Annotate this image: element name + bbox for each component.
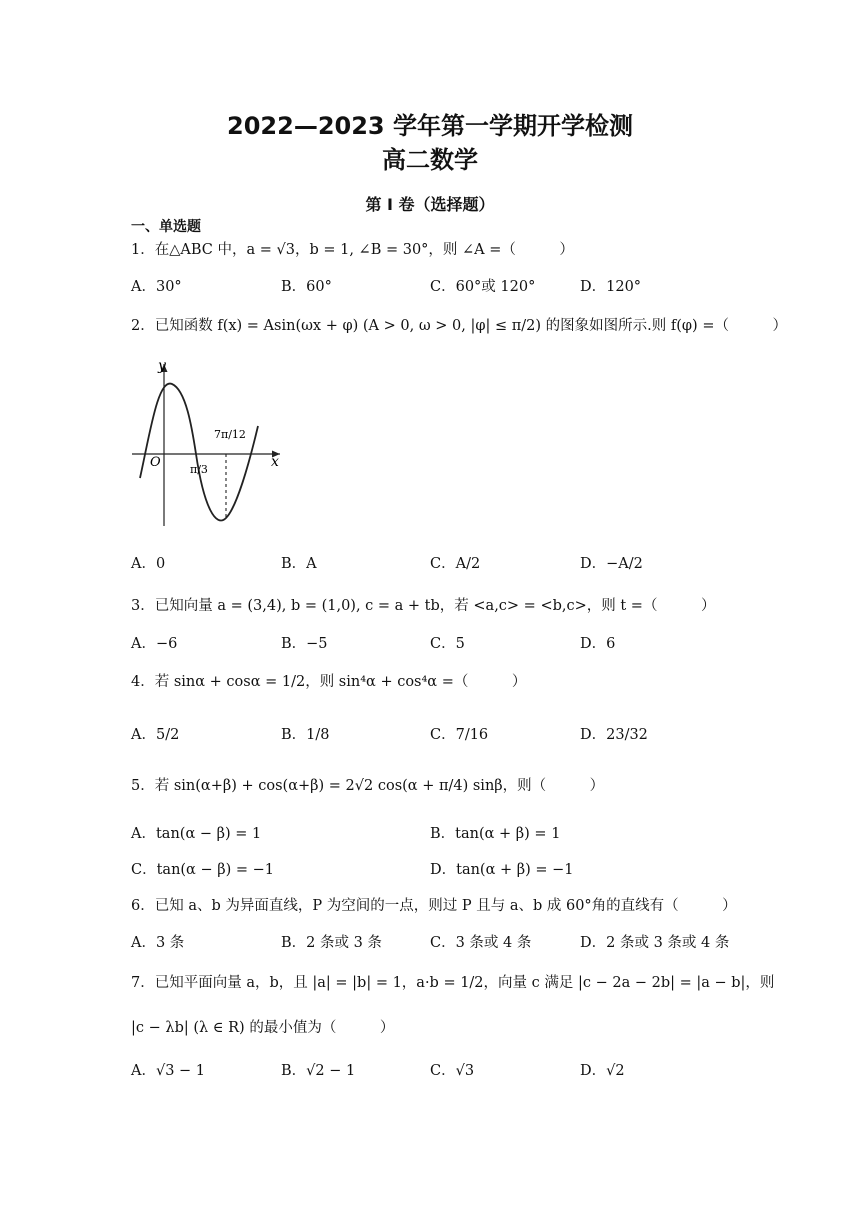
origin-label: O bbox=[150, 455, 161, 470]
q2-option-a: A．0 bbox=[131, 556, 166, 572]
question-3-stem: 3．已知向量 a = (3,4), b = (1,0), c = a + tb，若 <a,c> = <b,c>，则 t =（ ） bbox=[131, 598, 716, 614]
q3-option-c: C．5 bbox=[430, 636, 465, 652]
sine-curve bbox=[140, 384, 258, 521]
q7-option-a: A．√3 − 1 bbox=[131, 1063, 206, 1079]
q1-option-d: D．120° bbox=[580, 279, 642, 295]
q2-option-b: B．A bbox=[281, 556, 317, 572]
q4-option-c: C．7/16 bbox=[430, 727, 489, 743]
question-4-stem: 4．若 sinα + cosα = 1/2，则 sin⁴α + cos⁴α =（ ） bbox=[131, 674, 527, 690]
volume-heading: 第 I 卷（选择题） bbox=[365, 195, 495, 214]
q7-option-b: B．√2 − 1 bbox=[281, 1063, 356, 1079]
q2-option-c: C．A/2 bbox=[430, 556, 481, 572]
question-7-stem-continued: |c − λb| (λ ∈ R) 的最小值为（ ） bbox=[131, 1020, 395, 1036]
q6-option-c: C．3 条或 4 条 bbox=[430, 935, 532, 951]
question-6-stem: 6．已知 a、b 为异面直线，P 为空间的一点，则过 P 且与 a、b 成 60°角的直线有（ ） bbox=[131, 898, 737, 914]
q7-option-d: D．√2 bbox=[580, 1063, 625, 1079]
q4-option-a: A．5/2 bbox=[131, 727, 180, 743]
tick-7pi-over-12-label: 7π/12 bbox=[214, 428, 246, 441]
section-heading: 一、单选题 bbox=[131, 219, 201, 235]
tick-pi-over-3-label: π/3 bbox=[190, 463, 208, 476]
q3-option-a: A．−6 bbox=[131, 636, 178, 652]
q3-option-b: B．−5 bbox=[281, 636, 328, 652]
q1-option-b: B．60° bbox=[281, 279, 332, 295]
q5-option-b: B．tan(α + β) = 1 bbox=[430, 826, 561, 842]
q6-option-b: B．2 条或 3 条 bbox=[281, 935, 382, 951]
q6-option-a: A．3 条 bbox=[131, 935, 185, 951]
x-axis-label: x bbox=[271, 454, 279, 470]
question-2-stem: 2．已知函数 f(x) = Asin(ωx + φ) (A > 0, ω > 0, |φ| ≤ π/2) 的图象如图所示.则 f(φ) =（ ） bbox=[131, 318, 787, 334]
question-1-stem: 1．在△ABC 中，a = √3，b = 1, ∠B = 30°，则 ∠A =（ ） bbox=[131, 242, 574, 258]
q5-option-d: D．tan(α + β) = −1 bbox=[430, 862, 574, 878]
q1-option-a: A．30° bbox=[131, 279, 182, 295]
question-5-stem: 5．若 sin(α+β) + cos(α+β) = 2√2 cos(α + π/4) sinβ，则（ ） bbox=[131, 778, 605, 794]
exam-title: 2022—2023 学年第一学期开学检测 bbox=[227, 112, 633, 140]
q1-option-c: C．60°或 120° bbox=[430, 279, 536, 295]
q3-option-d: D．6 bbox=[580, 636, 616, 652]
q6-option-d: D．2 条或 3 条或 4 条 bbox=[580, 935, 730, 951]
q5-option-c: C．tan(α − β) = −1 bbox=[131, 862, 275, 878]
q5-option-a: A．tan(α − β) = 1 bbox=[131, 826, 262, 842]
sine-graph bbox=[128, 358, 288, 530]
q7-option-c: C．√3 bbox=[430, 1063, 475, 1079]
question-7-stem: 7．已知平面向量 a，b，且 |a| = |b| = 1，a·b = 1/2，向量 c 满足 |c − 2a − 2b| = |a − b|，则 bbox=[131, 975, 775, 991]
q4-option-d: D．23/32 bbox=[580, 727, 648, 743]
q2-option-d: D．−A/2 bbox=[580, 556, 643, 572]
exam-subtitle: 高二数学 bbox=[382, 146, 478, 174]
y-axis-label: y bbox=[158, 358, 166, 374]
q4-option-b: B．1/8 bbox=[281, 727, 330, 743]
